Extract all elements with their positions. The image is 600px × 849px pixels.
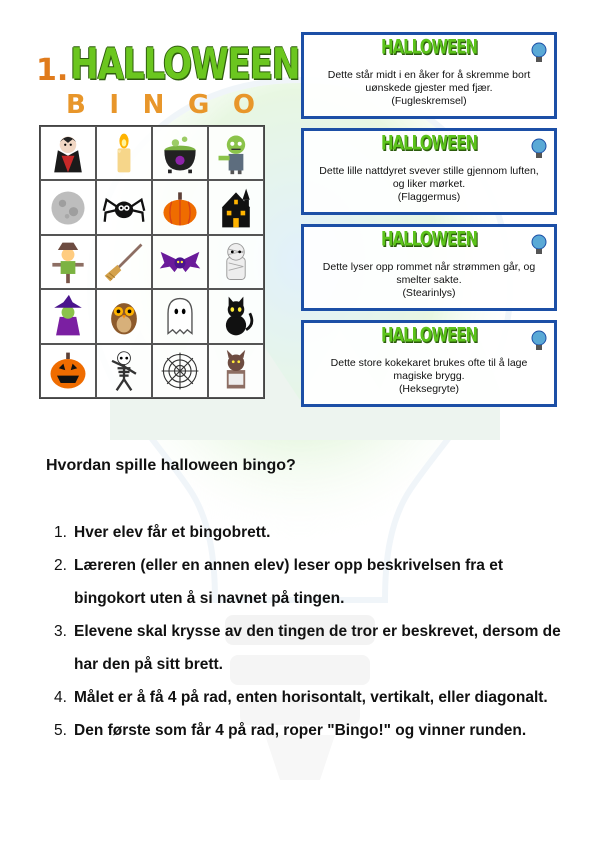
grid-cell: [40, 126, 96, 180]
lightbulb-icon: [530, 137, 548, 161]
grid-cell: [40, 344, 96, 398]
vampire-icon: [45, 130, 91, 176]
card-description: Dette står midt i en åker for å skremme bort uønskede gjester med fjær.: [327, 69, 531, 94]
card-header: HALLOWEEN: [380, 35, 478, 59]
bingo-letter: O: [232, 90, 256, 120]
lightbulb-icon: [530, 233, 548, 257]
pumpkin-icon: [157, 185, 203, 231]
bingo-card: [301, 224, 557, 311]
instruction-step: [54, 615, 574, 681]
card-header: HALLOWEEN: [380, 227, 478, 251]
skeleton-icon: [101, 348, 147, 394]
witch-icon: [45, 293, 91, 339]
grid-cell: [96, 289, 152, 343]
step-text: Den første som får 4 på rad, roper "Bingo!" og vinner runden.: [74, 722, 527, 739]
spiderweb-icon: [157, 348, 203, 394]
step-number: 2.: [54, 557, 67, 574]
mummy-icon: [213, 239, 259, 285]
broom-icon: [101, 239, 147, 285]
card-answer: (Heksegryte): [398, 383, 460, 395]
instructions-heading: Hvordan spille halloween bingo?: [46, 457, 296, 474]
step-number: 3.: [54, 623, 67, 640]
grid-cell: [208, 126, 264, 180]
bingo-grid: [39, 125, 265, 399]
black-cat-icon: [213, 293, 259, 339]
card-header: HALLOWEEN: [380, 323, 478, 347]
step-number: 5.: [54, 722, 67, 739]
grid-cell: [208, 344, 264, 398]
step-text: Hver elev får et bingobrett.: [74, 524, 271, 541]
jack-o-lantern-icon: [45, 348, 91, 394]
card-answer: (Flaggermus): [397, 191, 461, 203]
title-number: 1.: [36, 53, 69, 88]
step-text: Målet er å få 4 på rad, enten horisontalt, vertikalt, eller diagonalt.: [74, 689, 548, 706]
grid-cell: [96, 180, 152, 234]
spider-icon: [101, 185, 147, 231]
bat-icon: [157, 239, 203, 285]
card-text: [316, 69, 542, 108]
card-description: Dette store kokekaret brukes ofte til å lage magiske brygg.: [330, 357, 528, 382]
ghost-icon: [157, 293, 203, 339]
title: [36, 39, 300, 120]
zombie-icon: [213, 130, 259, 176]
card-text: [316, 357, 542, 396]
bingo-letter: N: [142, 90, 166, 120]
bingo-card: [301, 128, 557, 215]
owl-icon: [101, 293, 147, 339]
grid-cell: [40, 289, 96, 343]
moon-icon: [45, 185, 91, 231]
step-number: 4.: [54, 689, 67, 706]
instructions-list: [54, 516, 574, 747]
card-text: [316, 261, 542, 300]
grid-cell: [152, 235, 208, 289]
grid-cell: [40, 180, 96, 234]
card-header: HALLOWEEN: [380, 131, 478, 155]
step-text: Læreren (eller en annen elev) leser opp beskrivelsen fra et bingokort uten å si navnet på tingen.: [74, 557, 504, 607]
grid-cell: [40, 235, 96, 289]
grid-cell: [152, 126, 208, 180]
card-answer: (Fugleskremsel): [391, 95, 467, 107]
cauldron-icon: [157, 130, 203, 176]
grid-cell: [152, 180, 208, 234]
scarecrow-icon: [45, 239, 91, 285]
lightbulb-icon: [530, 329, 548, 353]
instruction-step: [54, 681, 574, 714]
werewolf-icon: [213, 348, 259, 394]
grid-cell: [208, 289, 264, 343]
grid-cell: [96, 235, 152, 289]
grid-cell: [208, 235, 264, 289]
card-description: Dette lyser opp rommet når strømmen går, og smelter sakte.: [322, 261, 536, 286]
card-text: [316, 165, 542, 204]
bingo-letters: [66, 90, 256, 120]
instruction-step: [54, 516, 574, 549]
title-word: HALLOWEEN: [70, 39, 300, 90]
bingo-card: [301, 32, 557, 119]
bingo-letter: B: [66, 90, 87, 120]
instruction-step: [54, 714, 574, 747]
card-answer: (Stearinlys): [402, 287, 456, 299]
grid-cell: [96, 344, 152, 398]
step-text: Elevene skal krysse av den tingen de tror er beskrevet, dersom de har den på sitt brett.: [74, 623, 561, 673]
haunted-house-icon: [213, 185, 259, 231]
bingo-letter: G: [187, 90, 211, 120]
lightbulb-icon: [530, 41, 548, 65]
instruction-step: [54, 549, 574, 615]
grid-cell: [96, 126, 152, 180]
candle-icon: [101, 130, 147, 176]
grid-cell: [152, 289, 208, 343]
bingo-card: [301, 320, 557, 407]
bingo-letter: I: [109, 90, 121, 120]
grid-cell: [152, 344, 208, 398]
grid-cell: [208, 180, 264, 234]
step-number: 1.: [54, 524, 67, 541]
card-description: Dette lille nattdyret svever stille gjennom luften, og liker mørket.: [319, 165, 539, 190]
